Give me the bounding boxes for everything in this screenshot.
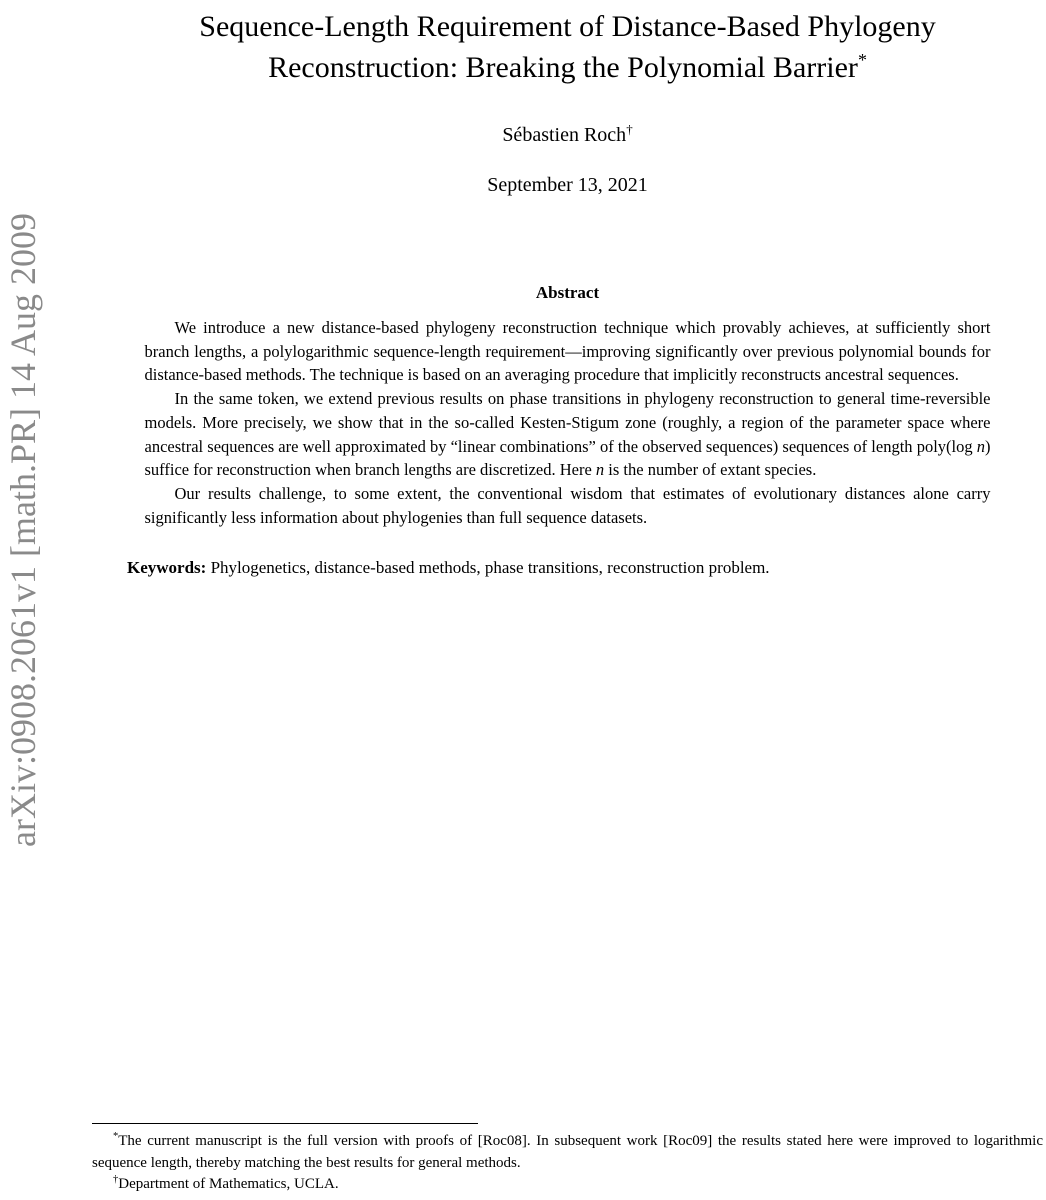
abstract-paragraph-1: We introduce a new distance-based phylogeny reconstruction technique which provably achieves, at sufficiently short branch lengths, a polylogarithmic sequence-length requirement—improving significantly over previous polynomial bounds for distance-based methods. The technique is based on an averaging procedure that implicitly reconstructs ancestral sequences. (144, 318, 991, 385)
footnotes-section (92, 1123, 1043, 1196)
math-var-n-icon: n (976, 436, 985, 456)
arxiv-watermark: arXiv:0908.2061v1 [math.PR] 14 Aug 2009 (3, 213, 43, 847)
keywords-line (127, 558, 1043, 578)
abstract-paragraph-2-text: is the number of extant species. (604, 460, 817, 480)
keywords-label: Keywords: (127, 558, 207, 578)
author-line (92, 121, 1043, 147)
footnote-dagger-marker: † (113, 1174, 119, 1185)
paper-date: September 13, 2021 (487, 174, 648, 196)
title-footnote-marker: * (857, 50, 867, 70)
abstract-paragraph-2 (145, 387, 991, 482)
author-name: Sébastien Roch (502, 124, 627, 146)
footnote-rule (92, 1123, 478, 1124)
math-var-n-icon: n (595, 460, 605, 480)
abstract-paragraph-2-text: In the same token, we extend previous results on phase transitions in phylogeny reconstruction to general time-reversible models. More precisely, we show that in the so-called Kesten-Stigum zone (roughly, a region of the parameter space where ancestral sequences are well approximated by “linear combinations” of the observed sequences) sequences of length poly(log (144, 389, 991, 456)
abstract-paragraph-2-text: ) suffice for reconstruction when branch lengths are discretized. Here (144, 436, 991, 480)
footnote-star-marker: * (113, 1131, 119, 1142)
footnote-star (92, 1131, 1043, 1174)
paper-page (92, 0, 1043, 578)
abstract-paragraph-3: Our results challenge, to some extent, the conventional wisdom that estimates of evolutionary distances alone carry significantly less information about phylogenies than full sequence datasets. (144, 483, 991, 527)
title-line2: Reconstruction: Breaking the Polynomial Barrier (268, 51, 858, 84)
footnote-dagger-text: Department of Mathematics, UCLA. (118, 1176, 339, 1192)
abstract-heading: Abstract (535, 283, 600, 302)
paper-title (92, 6, 1043, 88)
title-line1: Sequence-Length Requirement of Distance-Based Phylogeny (199, 10, 936, 43)
author-footnote-marker: † (626, 121, 633, 137)
keywords-text: Phylogenetics, distance-based methods, phase transitions, reconstruction problem. (210, 558, 770, 578)
footnote-star-text: The current manuscript is the full version with proofs of [Roc08]. In subsequent work [Roc09] the results stated here were improved to logarithmic sequence length, thereby matching the best results for general methods. (92, 1133, 1043, 1171)
abstract-section (145, 316, 991, 529)
footnote-dagger (92, 1174, 1043, 1196)
